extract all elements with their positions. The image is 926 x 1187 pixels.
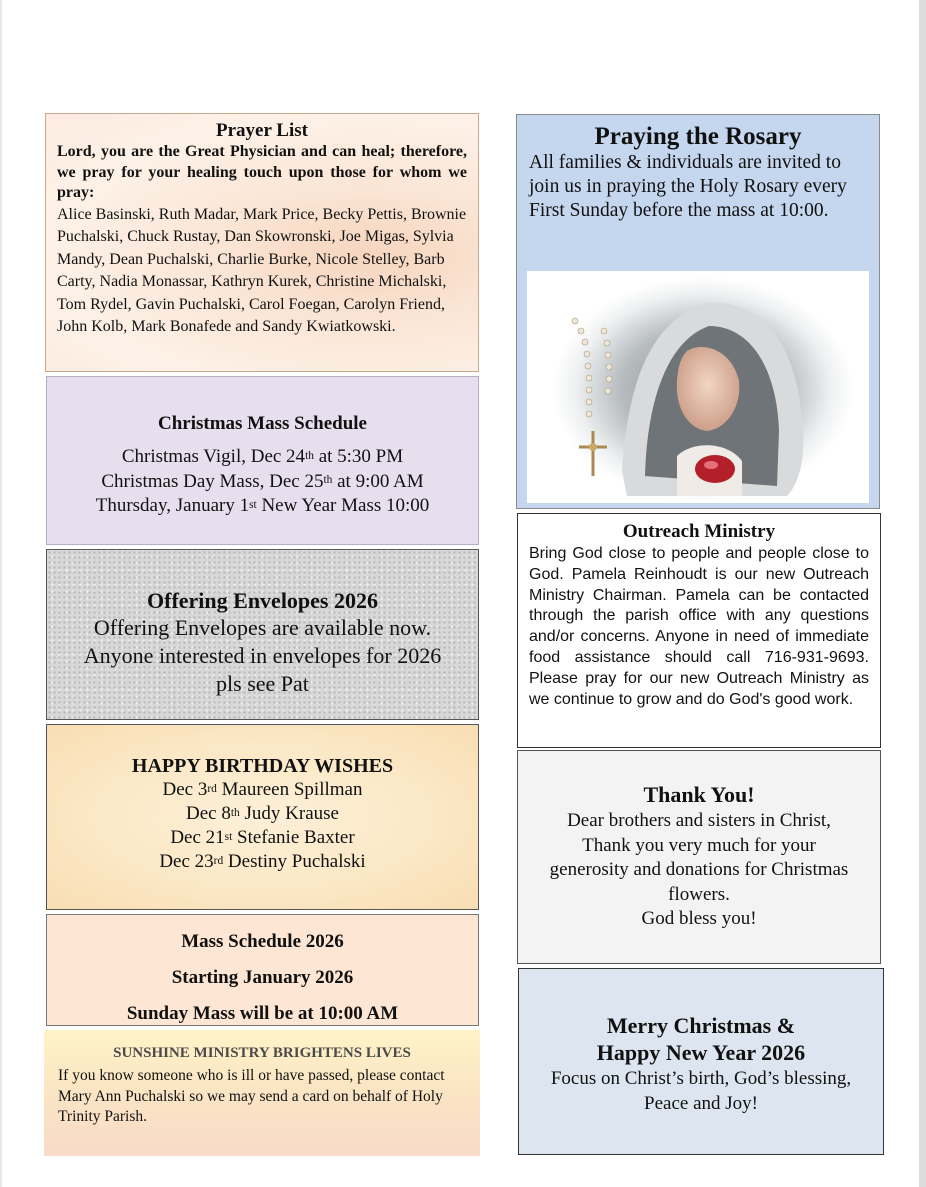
prayer-list-names: Alice Basinski, Ruth Madar, Mark Price, Becky Pettis, Brownie Puchalski, Chuck Rustay, Dan Skowronski, Joe Migas, Sylvia Mandy, Dean Puchalski, Charlie Burke, Nicole Stelley, Barb Carty, Nadia Monassar, Kathryn Kurek, Christine Michalski, Tom Rydel, Gavin Puchalski, Carol Foegan, Carolyn Friend, John Kolb, Mark Bonafede and Sandy Kwiatkowski. [57,205,467,335]
offering-line: Offering Envelopes are available now. [93,615,432,640]
offering-line: Anyone interested in envelopes for 2026 [83,643,442,668]
rosary-text: All families & individuals are invited to join us in praying the Holy Rosary every First Sunday before the mass at 10:00. [529,152,847,221]
thank-you-title: Thank You! [643,782,755,807]
birthday-wishes-box [46,724,479,910]
birthday-title: HAPPY BIRTHDAY WISHES [131,755,394,777]
offering-line: pls see Pat [216,671,309,696]
merry-christmas-box [518,968,884,1155]
birthday-line: Dec 8th Judy Krause [186,803,339,824]
prayer-list-title: Prayer List [216,120,308,141]
thank-you-box [517,750,881,964]
sunshine-text: If you know someone who is ill or have passed, please contact Mary Ann Puchalski so we may send a card on behalf of Holy Trinity Parish. [58,1067,445,1125]
outreach-title: Outreach Ministry [622,521,776,542]
merry-line: Focus on Christ’s birth, God’s blessing, [550,1068,852,1089]
offering-envelopes-box [46,549,479,720]
christmas-mass-line: Christmas Vigil, Dec 24th at 5:30 PM [121,446,404,467]
birthday-line: Dec 23rd Destiny Puchalski [159,851,366,872]
offering-title: Offering Envelopes 2026 [147,588,378,613]
mass-schedule-line: Sunday Mass will be at 10:00 AM [126,1003,399,1024]
thank-you-line: Thank you very much for your [582,834,816,856]
outreach-ministry-box [517,513,881,748]
outreach-text: Bring God close to people and people close to God. Pamela Reinhoudt is our new Outreach Ministry Chairman. Pamela can be contacted through the parish office with any questions and/or concerns. Anyone in need of immediate food assistance should call 716-931-9693. Please pray for our new Outreach Ministry as we continue to grow and do God's good work. [529,545,869,708]
christmas-mass-line: Thursday, January 1st New Year Mass 10:00 [95,495,430,516]
page-left-edge [0,0,2,1187]
prayer-list-intro: Lord, you are the Great Physician and can heal; therefore, we pray for your healing touch upon those for whom we pray: [57,143,467,201]
rosary-box [516,114,880,509]
thank-you-line: God bless you! [641,908,757,929]
mary-rosary-image [527,271,869,503]
prayer-list-box [45,113,479,372]
sunshine-title: SUNSHINE MINISTRY BRIGHTENS LIVES [113,1045,411,1061]
mass-schedule-line: Starting January 2026 [171,967,354,988]
merry-title-line: Happy New Year 2026 [596,1040,806,1065]
birthday-line: Dec 3rd Maureen Spillman [162,779,363,800]
thank-you-line: flowers. [668,883,730,905]
merry-title-line: Merry Christmas & [606,1013,796,1038]
birthday-line: Dec 21st Stefanie Baxter [170,827,355,848]
mass-schedule-title: Mass Schedule 2026 [181,931,344,952]
thank-you-line: Dear brothers and sisters in Christ, [567,810,831,831]
mass-schedule-box [46,914,479,1026]
christmas-mass-line: Christmas Day Mass, Dec 25th at 9:00 AM [101,470,424,492]
christmas-mass-box [46,376,479,545]
sunshine-ministry-box [44,1030,480,1156]
page-right-edge [919,0,926,1187]
merry-line: Peace and Joy! [644,1093,758,1114]
rosary-title: Praying the Rosary [594,123,802,150]
thank-you-line: generosity and donations for Christmas [549,859,849,880]
christmas-mass-title: Christmas Mass Schedule [157,413,367,434]
